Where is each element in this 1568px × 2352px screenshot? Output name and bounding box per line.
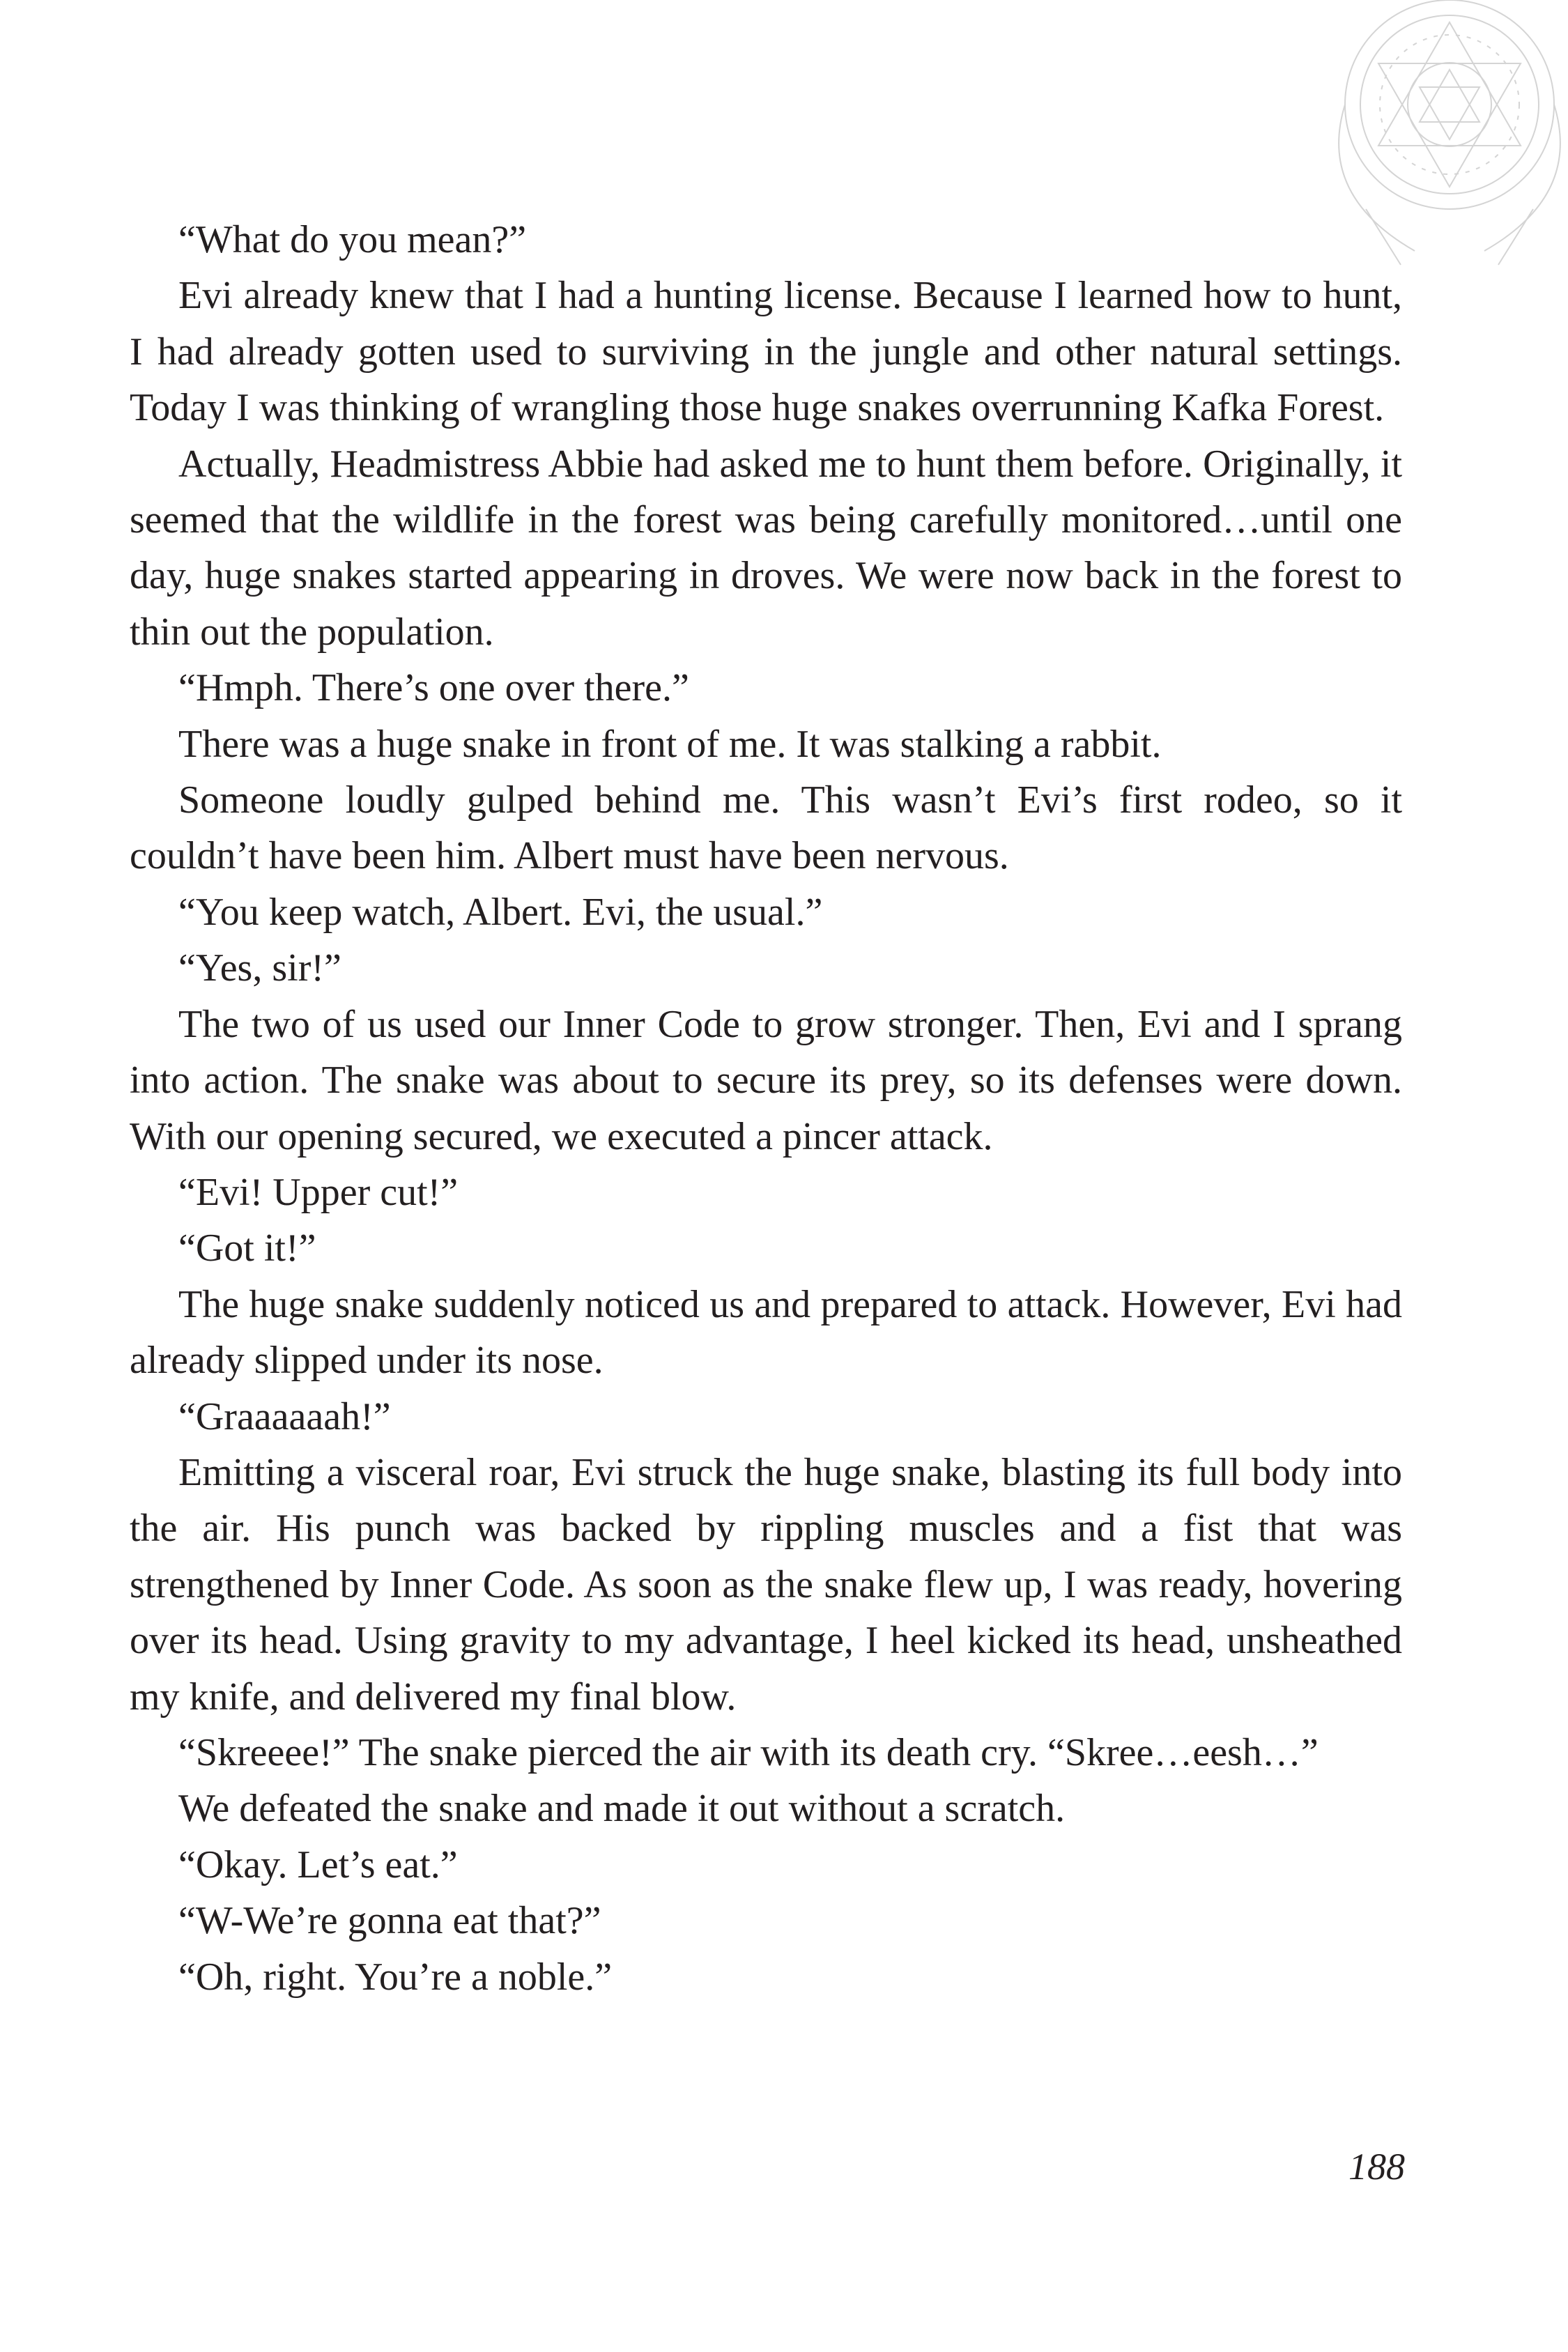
paragraph: “What do you mean?” — [178, 218, 527, 261]
paragraph: “Got it!” — [178, 1227, 316, 1270]
paragraph: “Skreeee!” The snake pierced the air with its death cry. “Skree…eesh…” — [178, 1730, 1319, 1774]
paragraph: “Oh, right. You’re a noble.” — [178, 1955, 613, 1999]
paragraph: The two of us used our Inner Code to grow stronger. Then, Evi and I sprang into action. The snake was about to secure its prey, so its defenses were down. With our opening secured, we executed a pincer attack. — [130, 1002, 1402, 1158]
paragraph: “Graaaaaah!” — [178, 1394, 391, 1438]
paragraph: Someone loudly gulped behind me. This wasn’t Evi’s first rodeo, so it couldn’t have been him. Albert must have been nervous. — [130, 778, 1402, 878]
paragraph: Emitting a visceral roar, Evi struck the huge snake, blasting its full body into the air. His punch was backed by rippling muscles and a fist that was strengthened by Inner Code. As soon as the snake flew up, I was ready, hovering over its head. Using gravity to my advantage, I heel kicked its head, unsheathed my knife, and delivered my final blow. — [130, 1450, 1402, 1719]
page-number: 188 — [1348, 2146, 1405, 2188]
paragraph: “Evi! Upper cut!” — [178, 1170, 459, 1214]
paragraph: “W-We’re gonna eat that?” — [178, 1899, 601, 1943]
paragraph: Evi already knew that I had a hunting license. Because I learned how to hunt, I had already gotten used to surviving in the jungle and other natural settings. Today I was thinking of wrangling those huge snakes overrunning Kafka Forest. — [130, 274, 1402, 430]
paragraph: There was a huge snake in front of me. It was stalking a rabbit. — [178, 722, 1162, 766]
paragraph: We defeated the snake and made it out without a scratch. — [178, 1787, 1066, 1831]
body-text — [130, 212, 1402, 2005]
paragraph: “Yes, sir!” — [178, 946, 341, 990]
paragraph: Actually, Headmistress Abbie had asked me to hunt them before. Originally, it seemed that the wildlife in the forest was being carefully monitored…until one day, huge snakes started appearing in droves. We were now back in the forest to thin out the population. — [130, 442, 1402, 654]
paragraph: “Hmph. There’s one over there.” — [178, 666, 689, 710]
paragraph: “You keep watch, Albert. Evi, the usual.” — [178, 890, 823, 934]
paragraph: “Okay. Let’s eat.” — [178, 1843, 458, 1886]
paragraph: The huge snake suddenly noticed us and prepared to attack. However, Evi had already slipped under its nose. — [130, 1282, 1402, 1383]
